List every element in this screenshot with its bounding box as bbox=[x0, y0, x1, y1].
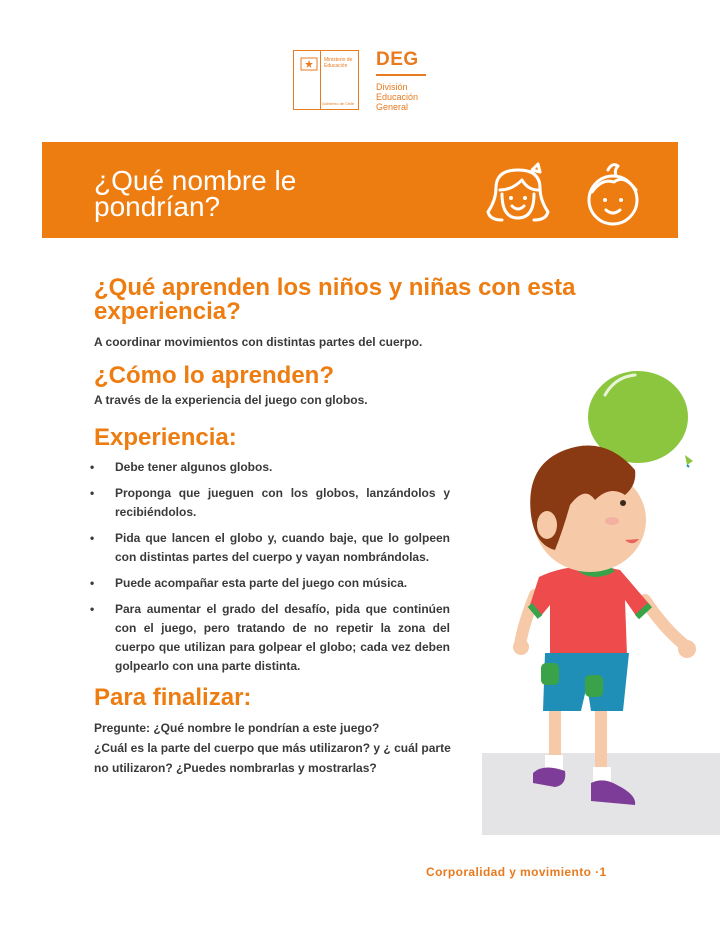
child-with-balloon-illustration bbox=[495, 355, 720, 825]
ministry-name: Ministerio de Educación bbox=[324, 57, 353, 69]
bullet-icon: • bbox=[90, 602, 95, 616]
deg-underline bbox=[376, 74, 426, 76]
bullet-icon: • bbox=[90, 576, 95, 590]
deg-title: DEG bbox=[376, 49, 419, 70]
list-item: • Pida que lancen el globo y, cuando baje, que lo golpeen con distintas partes del cuerpo y vayan nombrándolas. bbox=[90, 531, 450, 564]
finish-heading: Para finalizar: bbox=[94, 684, 252, 711]
page-footer: Corporalidad y movimiento ·1 bbox=[426, 865, 607, 879]
ministry-logo bbox=[293, 50, 359, 110]
list-item: • Puede acompañar esta parte del juego con música. bbox=[90, 574, 450, 593]
list-item: • Proponga que jueguen con los globos, lanzándolos y recibiéndolos. bbox=[90, 486, 450, 519]
logo-divider bbox=[320, 51, 321, 109]
page-title: ¿Qué nombre le pondrían? bbox=[94, 165, 297, 222]
bullet-icon: • bbox=[90, 486, 95, 500]
finish-text: Pregunte: ¿Qué nombre le pondrían a este juego? ¿Cuál es la parte del cuerpo que más utilizaron? y ¿ cuál parte no utilizaron? ¿Puedes nombrarlas y mostrarlas? bbox=[94, 721, 451, 775]
learn-text: A coordinar movimientos con distintas partes del cuerpo. bbox=[94, 335, 423, 349]
bullet-icon: • bbox=[90, 460, 95, 474]
coat-of-arms-icon bbox=[300, 57, 318, 71]
government-label: Gobierno de Chile bbox=[322, 101, 355, 106]
list-item: • Debe tener algunos globos. bbox=[90, 458, 450, 477]
title-banner bbox=[42, 142, 678, 238]
experience-heading: Experiencia: bbox=[94, 424, 237, 451]
boy-face-icon bbox=[582, 160, 644, 228]
learn-heading: ¿Qué aprenden los niños y niñas con esta experiencia? bbox=[94, 274, 576, 325]
girl-face-icon bbox=[482, 160, 554, 228]
bullet-icon: • bbox=[90, 531, 95, 545]
experience-list bbox=[90, 458, 450, 683]
deg-subtitle: División Educación General bbox=[376, 82, 419, 112]
how-text: A través de la experiencia del juego con globos. bbox=[94, 393, 368, 407]
how-heading: ¿Cómo lo aprenden? bbox=[94, 362, 334, 389]
list-item: • Para aumentar el grado del desafío, pida que continúen con el juego, pero tratando de no repetir la zona del cuerpo que utilizan para golpear el globo; cada vez deben golpearlo con una parte distinta. bbox=[90, 602, 450, 673]
